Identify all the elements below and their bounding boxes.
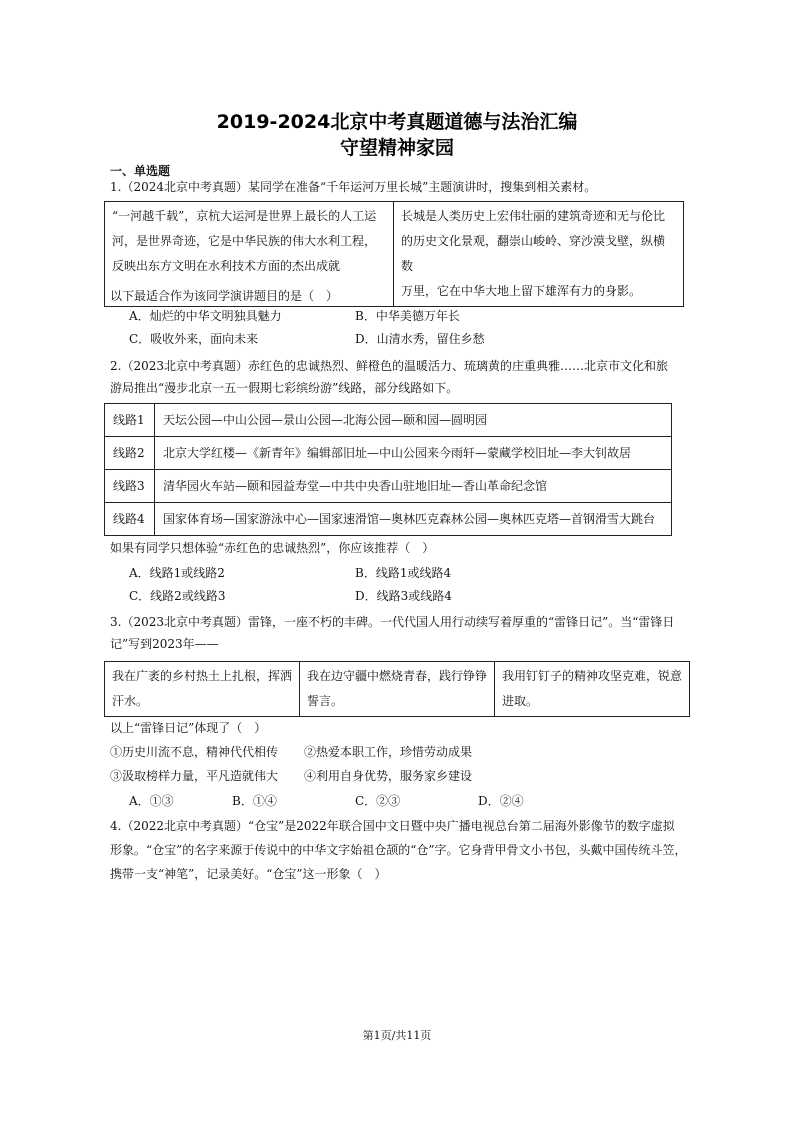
q3-diary-text: 进取。 xyxy=(502,694,539,708)
q3-diary-text: 我在广袤的乡村热土上扎根，挥洒 xyxy=(112,669,293,683)
q3-statement-2: ②热爱本职工作，珍惜劳动成果 xyxy=(304,745,473,759)
doc-title-line1: 2019-2024北京中考真题道德与法治汇编 xyxy=(216,111,578,133)
route-name: 线路2 xyxy=(105,437,155,470)
q4-line1: 4.（2022北京中考真题）“仓宝”是2022年联合国中文日暨中央广播电视总台第二届海外影像节的数字虚拟 xyxy=(110,819,675,833)
q1-wall-text: 万里，它在中华大地上留下雄浑有力的身影。 xyxy=(401,284,642,298)
q3-diary-cell xyxy=(495,662,690,717)
q1-option-d[interactable]: D．山清水秀，留住乡愁 xyxy=(355,332,485,346)
q4-line2: 形象。“仓宝”的名字来源于传说中的中华文字始祖仓颉的“仓”字。它身背甲骨文小书包，头戴中国传统斗笠， xyxy=(110,843,687,857)
q2-option-c[interactable]: C．线路2或线路3 xyxy=(129,589,226,603)
q3-statement-4: ④利用自身优势，服务家乡建设 xyxy=(304,769,473,783)
route-path: 国家体育场—国家游泳中心—国家速滑馆—奥林匹克森林公园—奥林匹克塔—首钢滑雪大跳台 xyxy=(155,503,672,536)
q3-diary-text: 汗水。 xyxy=(112,694,149,708)
table-row xyxy=(105,470,672,503)
q1-question: 以下最适合作为该同学演讲题目的是（ ） xyxy=(110,289,339,303)
q3-option-b[interactable]: B．①④ xyxy=(232,794,277,808)
route-path: 清华园火车站—颐和园益寿堂—中共中央香山驻地旧址—香山革命纪念馆 xyxy=(155,470,672,503)
q3-stem-line2: 记”写到2023年—— xyxy=(110,637,219,651)
q2-route-table xyxy=(104,403,672,536)
q3-diary-text: 誓言。 xyxy=(307,694,344,708)
q1-stem: 1.（2024北京中考真题）某同学在准备“千年运河万里长城”主题演讲时，搜集到相关素材。 xyxy=(110,180,597,194)
q1-canal-text: “一河越千载”，京杭大运河是世界上最长的人工运 xyxy=(112,209,377,223)
q1-option-a[interactable]: A．灿烂的中华文明独具魅力 xyxy=(129,309,282,323)
q3-diary-cell xyxy=(300,662,495,717)
section-label: 一、单选题 xyxy=(110,164,171,178)
q3-option-a[interactable]: A．①③ xyxy=(129,794,174,808)
table-row xyxy=(105,404,672,437)
route-name: 线路1 xyxy=(105,404,155,437)
table-row xyxy=(105,503,672,536)
page-number: 第1页/共11页 xyxy=(362,1029,432,1042)
q3-statement-3: ③汲取榜样力量，平凡造就伟大 xyxy=(110,769,279,783)
q3-statement-1: ①历史川流不息，精神代代相传 xyxy=(110,745,279,759)
q1-option-c[interactable]: C．吸收外来，面向未来 xyxy=(129,332,259,346)
q3-stem-line1: 3.（2023北京中考真题）雷锋，一座不朽的丰碑。一代代国人用行动续写着厚重的“雷锋日记”。当“雷锋日 xyxy=(110,615,675,629)
q3-question: 以上“雷锋日记”体现了（ ） xyxy=(110,721,267,735)
q4-line3: 携带一支“神笔”，记录美好。“仓宝”这一形象（ ） xyxy=(110,867,387,881)
q3-option-c[interactable]: C．②③ xyxy=(355,794,401,808)
route-path: 北京大学红楼—《新青年》编辑部旧址—中山公园来今雨轩—蒙藏学校旧址—李大钊故居 xyxy=(155,437,672,470)
q1-canal-text: 反映出东方文明在水利技术方面的杰出成就 xyxy=(112,259,341,273)
q2-option-a[interactable]: A．线路1或线路2 xyxy=(129,566,225,580)
route-name: 线路3 xyxy=(105,470,155,503)
route-name: 线路4 xyxy=(105,503,155,536)
q1-option-b[interactable]: B．中华美德万年长 xyxy=(355,309,460,323)
table-row xyxy=(105,437,672,470)
q3-option-d[interactable]: D．②④ xyxy=(478,794,524,808)
q1-wall-text: 的历史文化景观，翻崇山峻岭、穿沙漠戈壁，纵横数 xyxy=(401,234,666,273)
q3-diary-cell xyxy=(105,662,300,717)
q2-stem-line2: 游局推出“漫步北京一五一假期七彩缤纷游”线路，部分线路如下。 xyxy=(110,381,459,395)
q2-question: 如果有同学只想体验“赤红色的忠诚热烈”，你应该推荐（ ） xyxy=(110,541,435,555)
q3-diary-table xyxy=(104,661,690,717)
q1-canal-text: 河，是世界奇迹，它是中华民族的伟大水利工程， xyxy=(112,234,377,248)
q1-wall-text: 长城是人类历史上宏伟壮丽的建筑奇迹和无与伦比 xyxy=(401,209,666,223)
q2-stem-line1: 2.（2023北京中考真题）赤红色的忠诚热烈、鲜橙色的温暖活力、琉璃黄的庄重典雅……北京市文化和旅 xyxy=(110,359,668,373)
q2-option-d[interactable]: D．线路3或线路4 xyxy=(355,589,452,603)
q3-diary-text: 我用钉钉子的精神攻坚克难，锐意 xyxy=(502,669,683,683)
route-path: 天坛公园—中山公园—景山公园—北海公园—颐和园—圆明园 xyxy=(155,404,672,437)
q3-diary-text: 我在边守疆中燃烧青春，践行铮铮 xyxy=(307,669,488,683)
doc-title-line2: 守望精神家园 xyxy=(339,137,454,159)
q2-option-b[interactable]: B．线路1或线路4 xyxy=(355,566,452,580)
q1-wall-cell xyxy=(394,202,684,307)
